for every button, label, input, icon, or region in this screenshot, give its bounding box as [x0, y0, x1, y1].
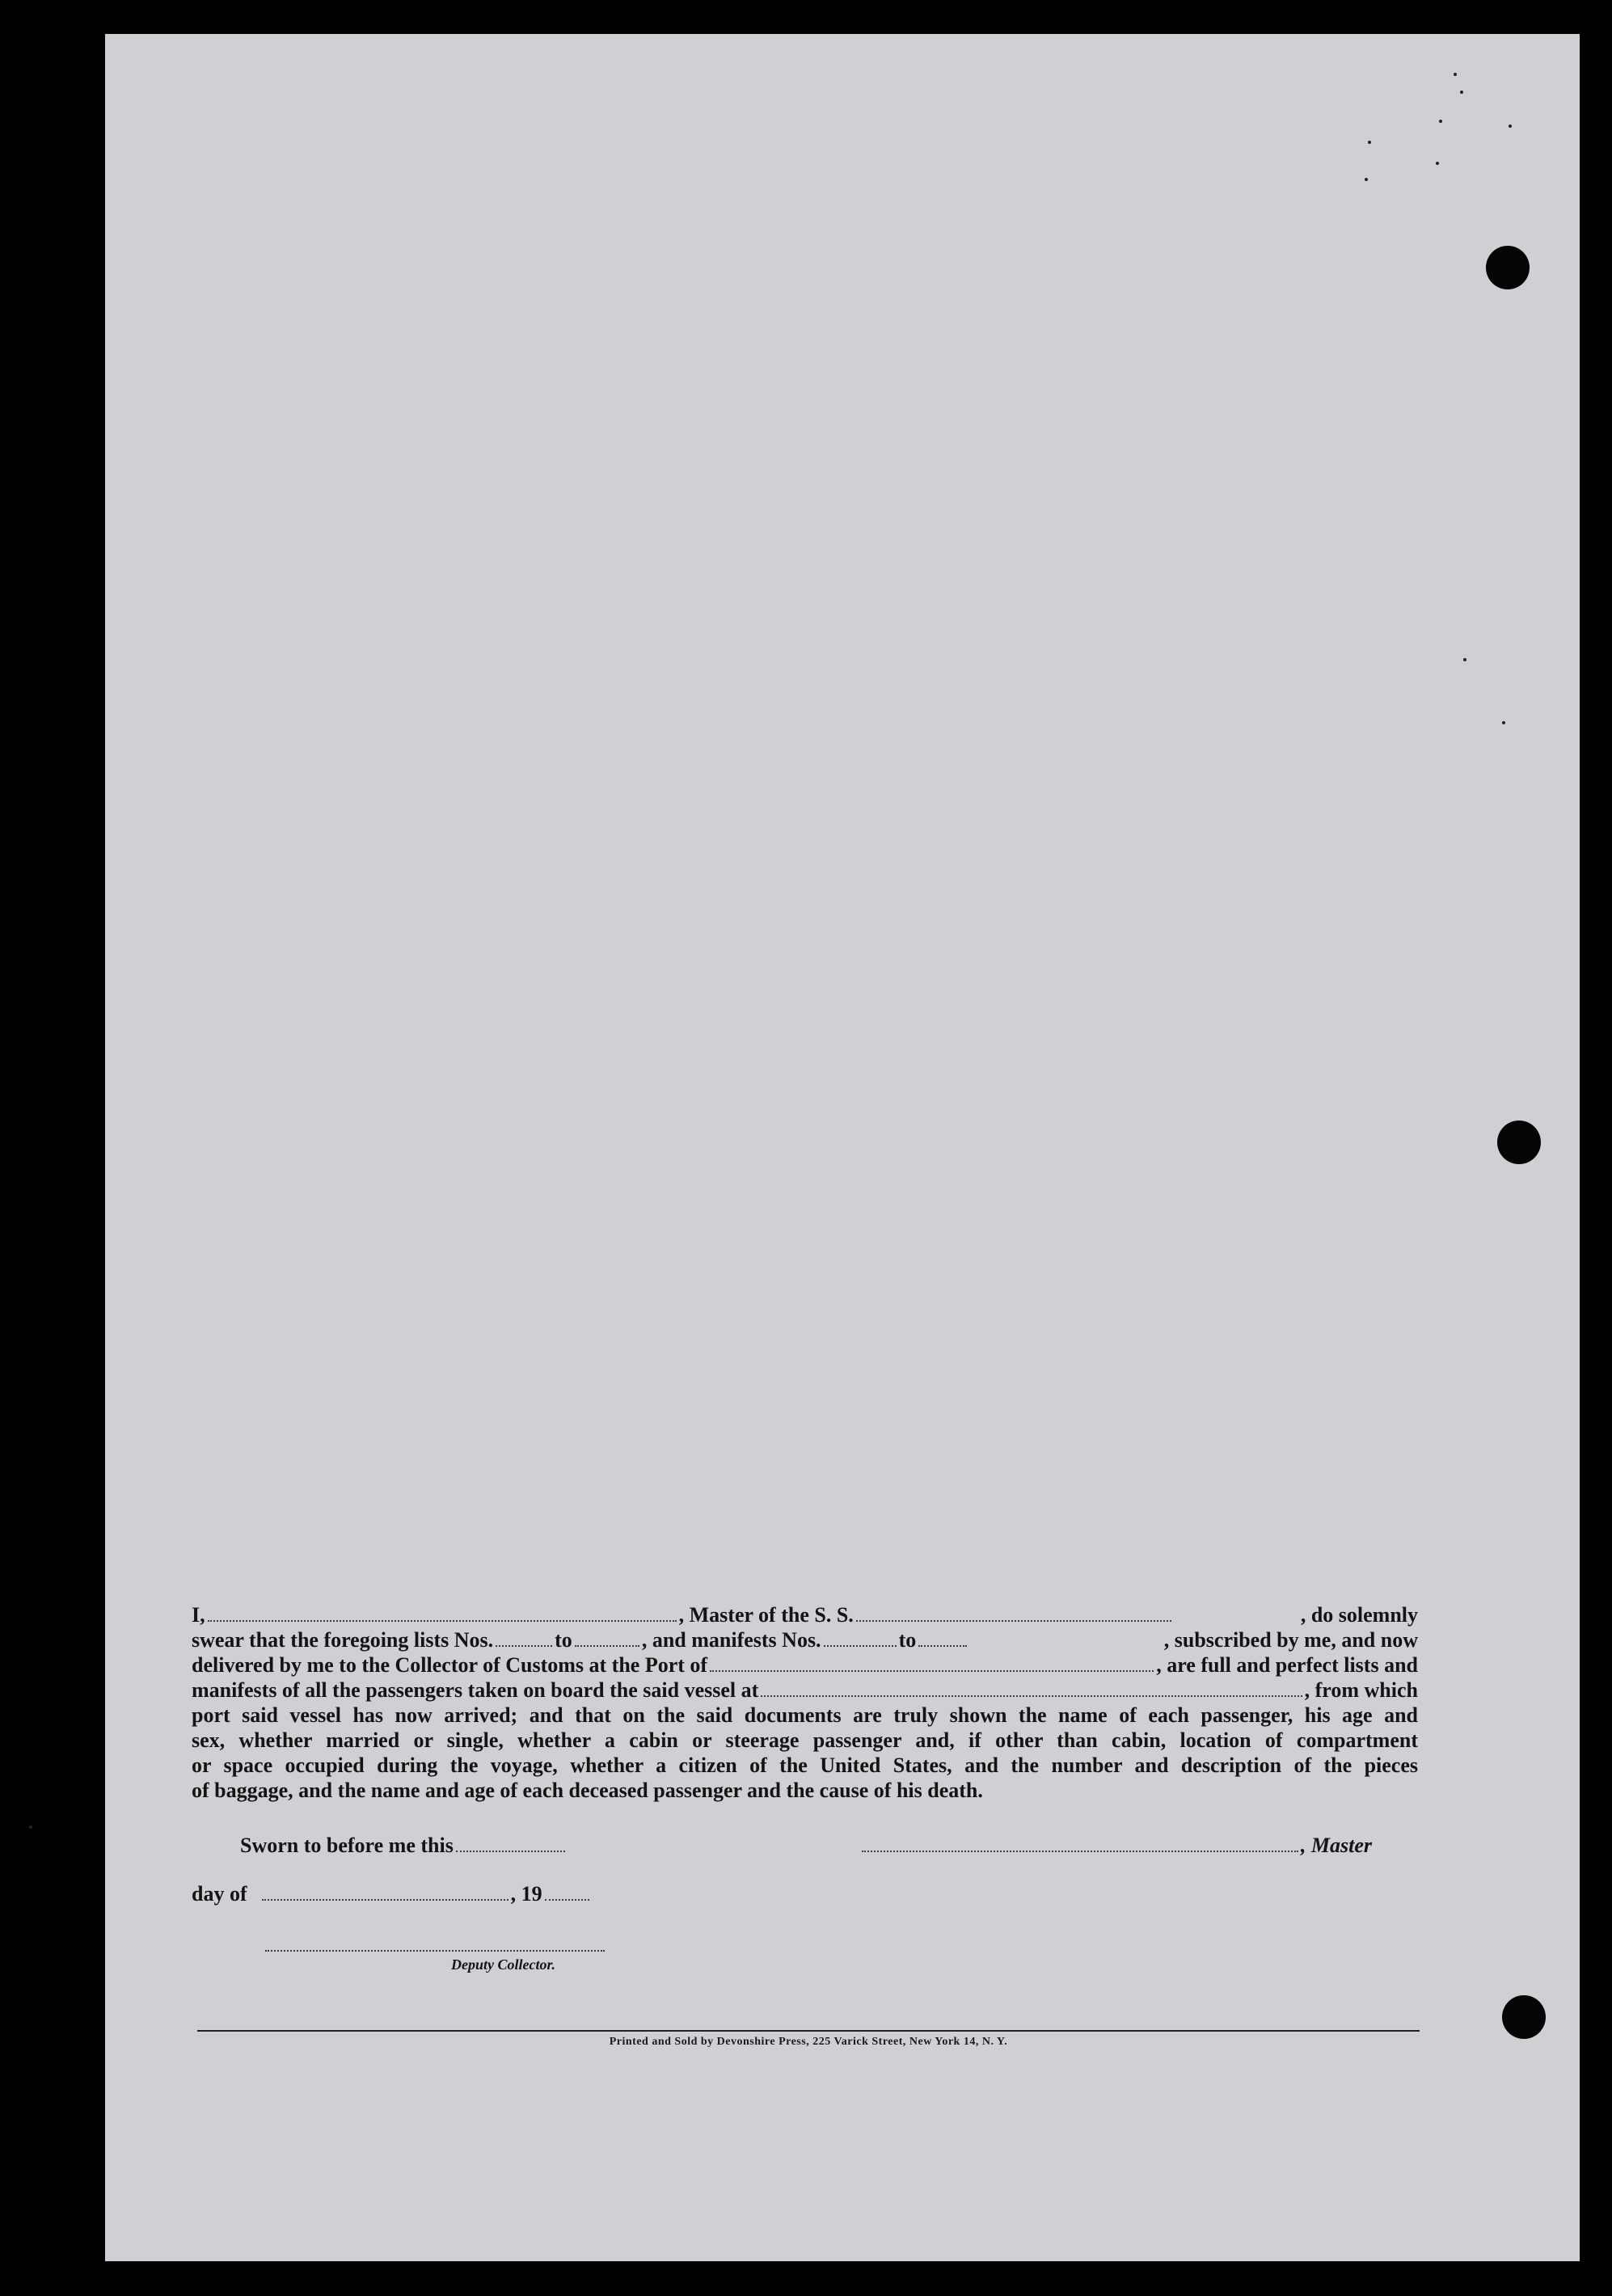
sworn-block [192, 1834, 1372, 1907]
speck [1365, 178, 1368, 181]
punch-hole-top [1486, 246, 1530, 289]
year-field[interactable] [545, 1884, 589, 1901]
oath-line-4 [192, 1678, 1418, 1703]
deputy-collector-label: Deputy Collector. [451, 1956, 555, 1973]
sworn-text: Sworn to before me this [240, 1834, 454, 1857]
oath-text: swear that the foregoing lists Nos. [192, 1628, 494, 1652]
lists-to-field[interactable] [575, 1631, 639, 1647]
oath-paragraph [192, 1602, 1418, 1803]
punch-hole-bottom [1502, 1995, 1546, 2039]
oath-text: , are full and perfect lists and [1156, 1653, 1418, 1677]
oath-line-8: of baggage, and the name and age of each deceased passenger and the cause of his death. [192, 1779, 983, 1802]
oath-line-3 [192, 1652, 1418, 1678]
oath-line-6: sex, whether married or single, whether a cabin or steerage passenger and, if other than cabin, location of compartment [192, 1728, 1418, 1752]
oath-text: , and manifests Nos. [641, 1628, 821, 1652]
speck [1368, 141, 1371, 144]
oath-text: to [898, 1628, 917, 1652]
oath-line-7: or space occupied during the voyage, whether a citizen of the United States, and the number and description of the pieces [192, 1754, 1418, 1777]
speck [1460, 91, 1463, 94]
form-sheet [105, 34, 1580, 2261]
sworn-line [192, 1834, 1372, 1882]
oath-line-1 [192, 1602, 1418, 1627]
speck [1509, 125, 1512, 128]
oath-text: to [555, 1628, 572, 1652]
departure-port-field[interactable] [761, 1681, 1302, 1697]
speck [1454, 73, 1457, 76]
vessel-name-field[interactable] [856, 1606, 1171, 1622]
oath-text: manifests of all the passengers taken on board the said vessel at [192, 1678, 759, 1702]
port-field[interactable] [710, 1656, 1154, 1672]
year-prefix: , 19 [510, 1882, 542, 1906]
oath-text: , do solemnly [1300, 1603, 1418, 1627]
speck [29, 1825, 32, 1829]
printer-imprint: Printed and Sold by Devonshire Press, 225 Varick Street, New York 14, N. Y. [609, 2036, 1008, 2048]
oath-text: delivered by me to the Collector of Customs at the Port of [192, 1653, 708, 1677]
manifests-from-field[interactable] [824, 1631, 897, 1647]
speck [1463, 658, 1466, 661]
footer-rule [197, 2030, 1420, 2032]
day-of-text: day of [192, 1882, 247, 1906]
speck [1502, 721, 1505, 724]
master-name-field[interactable] [208, 1606, 677, 1622]
deputy-collector-signature-field[interactable] [265, 1950, 605, 1952]
oath-text: , subscribed by me, and now [1163, 1628, 1418, 1652]
speck [1436, 162, 1439, 165]
punch-hole-middle [1497, 1121, 1541, 1164]
master-signature-field[interactable] [862, 1836, 1298, 1852]
oath-line-5: port said vessel has now arrived; and that on the said documents are truly shown the name of each passenger, his age and [192, 1703, 1418, 1727]
day-of-line [192, 1882, 1372, 1907]
lists-from-field[interactable] [496, 1631, 552, 1647]
oath-text: I, [192, 1603, 205, 1627]
oath-line-2 [192, 1627, 1418, 1652]
oath-text: , Master of the S. S. [678, 1603, 854, 1627]
master-label: , Master [1300, 1834, 1372, 1857]
speck [1439, 120, 1442, 123]
sworn-date-field[interactable] [456, 1836, 565, 1852]
manifests-to-field[interactable] [918, 1631, 967, 1647]
month-field[interactable] [262, 1884, 508, 1901]
oath-text: , from which [1304, 1678, 1418, 1702]
